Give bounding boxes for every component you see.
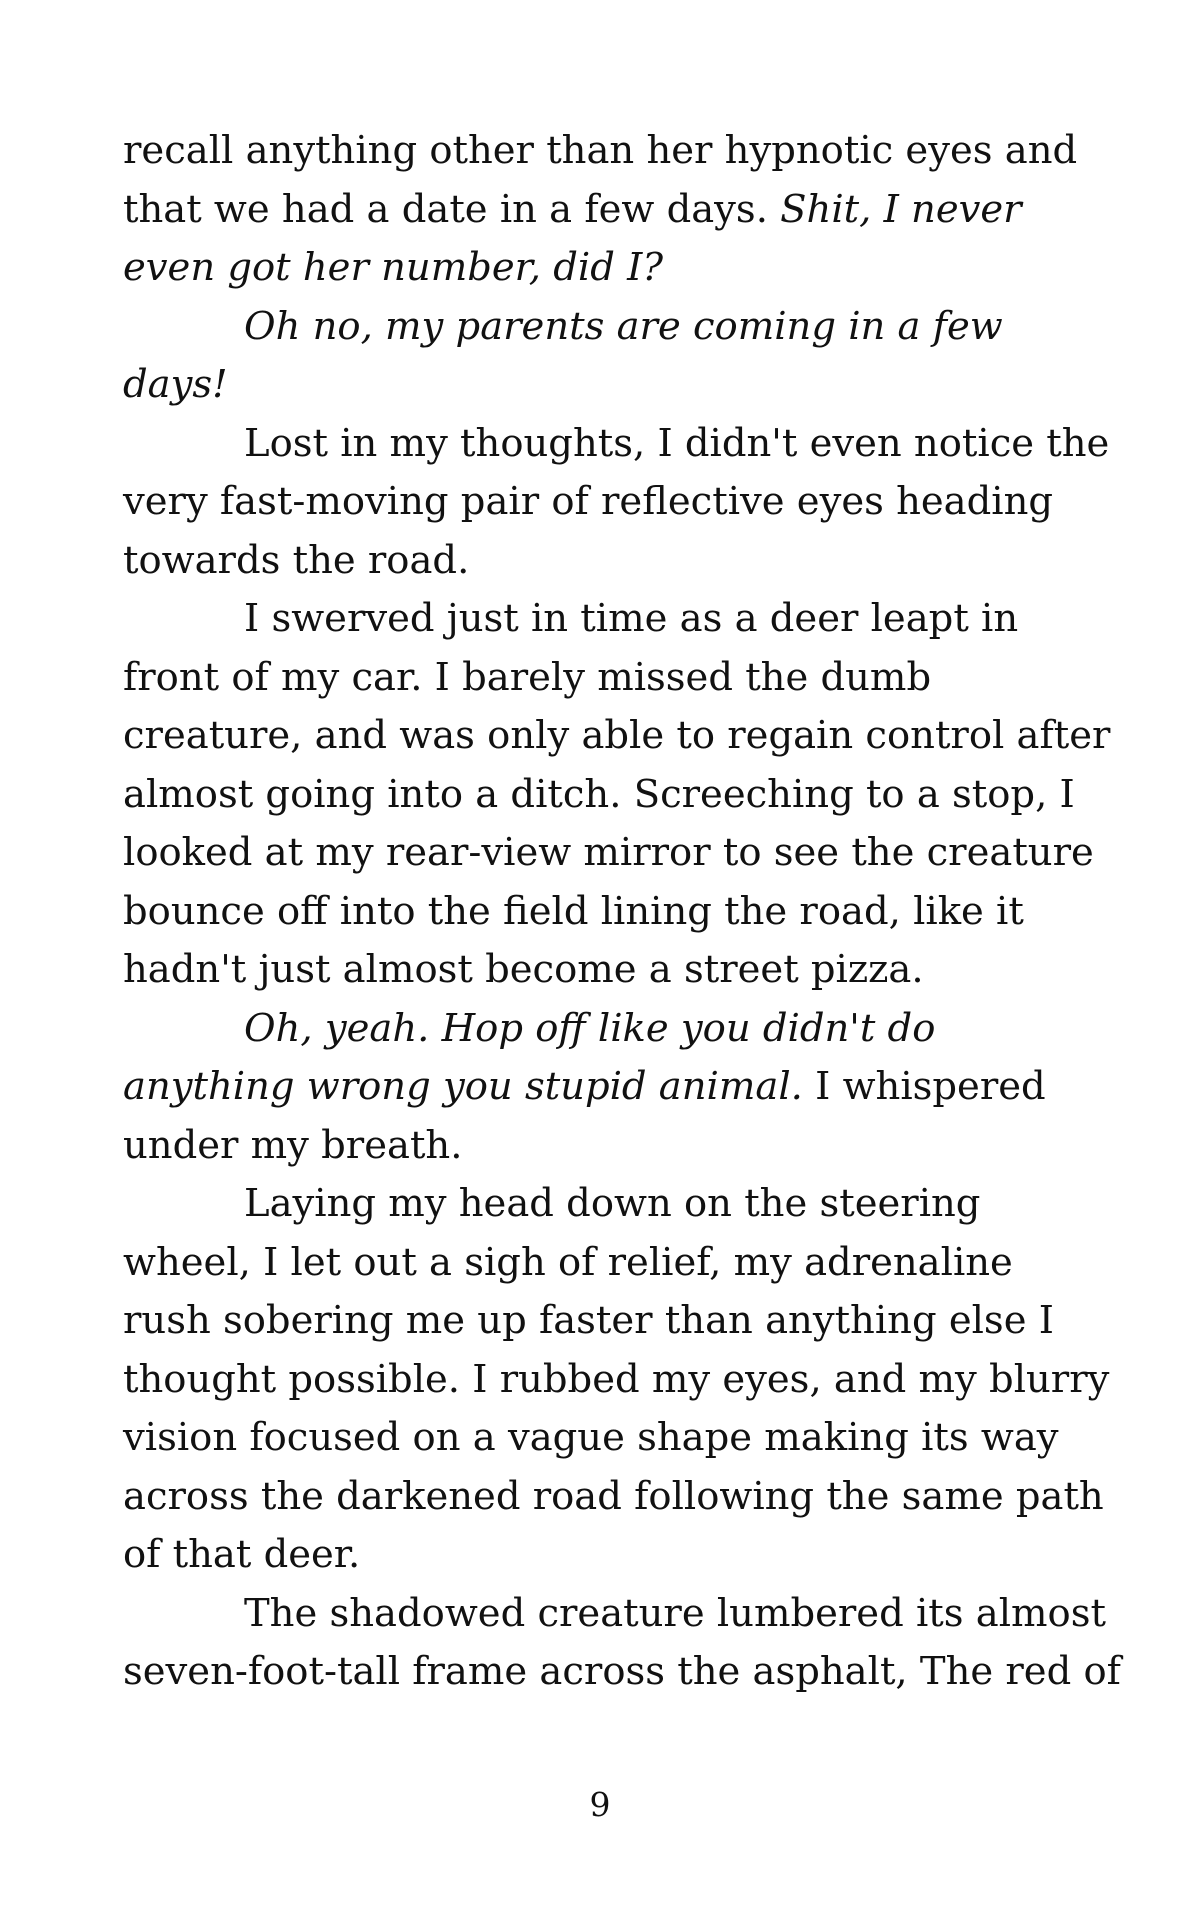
text-line: towards the road. [123,537,470,583]
text-line: almost going into a ditch. Screeching to a stop, I [123,771,1075,817]
text-line: across the darkened road following the same path [123,1473,1104,1519]
text-line: Oh no, my parents are coming in a few [244,303,1003,349]
text-line: vision focused on a vague shape making its way [123,1415,1059,1460]
text-line: wheel, I let out a sigh of relief, my adrenaline [123,1239,1013,1285]
text-line: front of my car. I barely missed the dumb [123,654,932,700]
text-line: rush sobering me up faster than anything else I [123,1298,1054,1343]
text-line: Lost in my thoughts, I didn't even notice the [244,420,1110,466]
text-line: of that deer. [123,1532,361,1577]
page-number: 9 [589,1785,611,1824]
text-line: bounce off into the field lining the road, like it [123,888,1024,934]
text-line: that we had a date in a few days. Shit, I never [123,186,1022,232]
text-line: thought possible. I rubbed my eyes, and my blurry [123,1356,1110,1402]
text-line: anything wrong you stupid animal. I whispered [123,1064,1046,1109]
text-line: even got her number, did I? [123,245,663,290]
text-line: seven-foot-tall frame across the asphalt, The red of [123,1649,1121,1694]
text-line: under my breath. [123,1122,463,1168]
page-text [123,122,1121,1702]
text-line: The shadowed creature lumbered its almost [244,1590,1106,1636]
text-line: Laying my head down on the steering [244,1181,981,1226]
text-line: creature, and was only able to regain control after [123,713,1111,758]
text-line: very fast-moving pair of reflective eyes heading [123,479,1054,524]
text-line: recall anything other than her hypnotic eyes and [123,128,1078,173]
text-line: hadn't just almost become a street pizza. [123,947,924,992]
text-line: days! [123,362,228,407]
text-line: Oh, yeah. Hop off like you didn't do [244,1005,936,1051]
text-line: I swerved just in time as a deer leapt in [244,596,1019,641]
text-line: looked at my rear-view mirror to see the creature [123,830,1094,875]
